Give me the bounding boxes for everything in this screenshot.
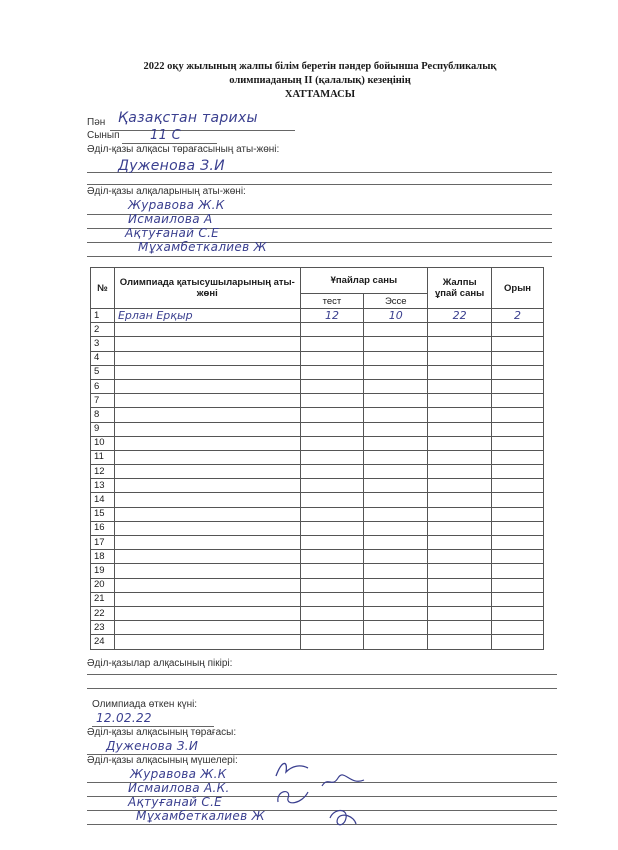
place [492, 521, 544, 535]
place [492, 493, 544, 507]
row-number: 12 [91, 465, 115, 479]
member-2: Исмаилова А [128, 212, 213, 226]
essay-score [364, 621, 428, 635]
row-number: 3 [91, 337, 115, 351]
test-score [300, 564, 364, 578]
essay-score [364, 351, 428, 365]
row-number: 10 [91, 436, 115, 450]
total-score: 22 [428, 309, 492, 323]
footer-member-2: Исмаилова А.К. [128, 781, 230, 795]
row-number: 8 [91, 408, 115, 422]
row-number: 20 [91, 578, 115, 592]
essay-score [364, 323, 428, 337]
test-score [300, 479, 364, 493]
row-number: 5 [91, 365, 115, 379]
participant-name [114, 450, 300, 464]
essay-score [364, 536, 428, 550]
place [492, 635, 544, 649]
essay-score [364, 436, 428, 450]
signature-3 [272, 786, 312, 808]
row-number: 7 [91, 394, 115, 408]
total-score [428, 493, 492, 507]
place [492, 450, 544, 464]
grade-label: Сынып [87, 130, 120, 141]
grade-value: 11 С [150, 128, 181, 143]
total-score [428, 507, 492, 521]
table-row [91, 379, 544, 393]
test-score: 12 [300, 309, 364, 323]
participant-name [114, 351, 300, 365]
participant-name [114, 337, 300, 351]
essay-score [364, 606, 428, 620]
essay-score [364, 465, 428, 479]
footer-chair-label: Әділ-қазы алқасының төрағасы: [87, 727, 237, 738]
col-header-test: тест [300, 294, 364, 309]
participant-name [114, 394, 300, 408]
essay-score [364, 521, 428, 535]
essay-score [364, 592, 428, 606]
col-header-place: Орын [492, 268, 544, 309]
participant-name [114, 493, 300, 507]
test-score [300, 465, 364, 479]
essay-score [364, 422, 428, 436]
member-4: Мұхамбеткалиев Ж [138, 240, 267, 254]
total-score [428, 422, 492, 436]
test-score [300, 450, 364, 464]
col-header-name: Олимпиада қатысушыларының аты-жөні [114, 268, 300, 309]
test-score [300, 635, 364, 649]
place [492, 379, 544, 393]
header-line-2: олимпиаданың II (қалалық) кезеңінің [229, 75, 411, 86]
essay-score: 10 [364, 309, 428, 323]
signature-1 [272, 758, 312, 780]
row-number: 14 [91, 493, 115, 507]
total-score [428, 521, 492, 535]
total-score [428, 323, 492, 337]
place [492, 536, 544, 550]
total-score [428, 394, 492, 408]
table-row [91, 422, 544, 436]
table-row [91, 436, 544, 450]
total-score [428, 408, 492, 422]
test-score [300, 408, 364, 422]
subject-label: Пән [87, 117, 106, 128]
table-row [91, 365, 544, 379]
essay-score [364, 635, 428, 649]
essay-score [364, 450, 428, 464]
row-number: 21 [91, 592, 115, 606]
row-number: 13 [91, 479, 115, 493]
participant-name [114, 408, 300, 422]
essay-score [364, 507, 428, 521]
participant-name [114, 507, 300, 521]
participant-name [114, 436, 300, 450]
participant-name [114, 635, 300, 649]
row-number: 15 [91, 507, 115, 521]
table-row [91, 351, 544, 365]
place [492, 337, 544, 351]
test-score [300, 422, 364, 436]
footer-member-3: Ақтуғанай С.Е [128, 795, 223, 809]
total-score [428, 465, 492, 479]
table-row [91, 606, 544, 620]
place [492, 592, 544, 606]
table-row [91, 337, 544, 351]
total-score [428, 536, 492, 550]
place [492, 507, 544, 521]
row-number: 11 [91, 450, 115, 464]
table-row [91, 550, 544, 564]
signature-4 [326, 806, 360, 830]
table-row [91, 493, 544, 507]
row-number: 1 [91, 309, 115, 323]
participant-name [114, 536, 300, 550]
chair-label: Әділ-қазы алқасы төрағасының аты-жөні: [87, 144, 280, 155]
essay-score [364, 408, 428, 422]
col-header-essay: Эссе [364, 294, 428, 309]
row-number: 9 [91, 422, 115, 436]
table-row [91, 635, 544, 649]
participant-name [114, 550, 300, 564]
row-number: 19 [91, 564, 115, 578]
chair-value: Дуженова З.И [118, 158, 225, 174]
opinion-label: Әділ-қазылар алқасының пікірі: [87, 658, 233, 669]
table-row [91, 479, 544, 493]
test-score [300, 323, 364, 337]
member-3: Ақтуғанай С.Е [125, 226, 220, 240]
essay-score [364, 493, 428, 507]
participant-name [114, 521, 300, 535]
participant-name [114, 592, 300, 606]
place [492, 323, 544, 337]
table-row [91, 394, 544, 408]
test-score [300, 536, 364, 550]
test-score [300, 521, 364, 535]
document-title: ХАТТАМАСЫ [284, 89, 356, 100]
row-number: 22 [91, 606, 115, 620]
essay-score [364, 578, 428, 592]
place [492, 550, 544, 564]
participant-name [114, 365, 300, 379]
participant-name [114, 578, 300, 592]
row-number: 24 [91, 635, 115, 649]
participant-name [114, 564, 300, 578]
essay-score [364, 337, 428, 351]
table-row [91, 408, 544, 422]
participant-name [114, 379, 300, 393]
place: 2 [492, 309, 544, 323]
participant-name [114, 621, 300, 635]
test-score [300, 351, 364, 365]
participant-name: Ерлан Ерқыр [114, 309, 300, 323]
total-score [428, 436, 492, 450]
place [492, 606, 544, 620]
participant-name [114, 465, 300, 479]
place [492, 422, 544, 436]
essay-score [364, 394, 428, 408]
test-score [300, 578, 364, 592]
place [492, 578, 544, 592]
row-number: 4 [91, 351, 115, 365]
place [492, 564, 544, 578]
total-score [428, 379, 492, 393]
essay-score [364, 379, 428, 393]
test-score [300, 550, 364, 564]
place [492, 394, 544, 408]
footer-member-4: Мұхамбеткалиев Ж [136, 809, 265, 823]
test-score [300, 436, 364, 450]
test-score [300, 394, 364, 408]
table-row [91, 578, 544, 592]
table-row [91, 564, 544, 578]
test-score [300, 592, 364, 606]
header-line-1: 2022 оқу жылының жалпы білім беретін пәндер бойынша Республикалық [143, 61, 497, 72]
footer-members-label: Әділ-қазы алқасының мүшелері: [87, 755, 238, 766]
test-score [300, 606, 364, 620]
essay-score [364, 479, 428, 493]
test-score [300, 493, 364, 507]
results-table [90, 267, 544, 650]
total-score [428, 635, 492, 649]
row-number: 2 [91, 323, 115, 337]
row-number: 16 [91, 521, 115, 535]
table-row [91, 507, 544, 521]
col-header-total: Жалпы ұпай саны [428, 268, 492, 309]
participant-name [114, 479, 300, 493]
place [492, 351, 544, 365]
table-row [91, 450, 544, 464]
test-score [300, 621, 364, 635]
col-header-no: № [91, 268, 115, 309]
table-row [91, 621, 544, 635]
test-score [300, 507, 364, 521]
members-label: Әділ-қазы алқаларының аты-жөні: [87, 186, 246, 197]
test-score [300, 379, 364, 393]
place [492, 621, 544, 635]
place [492, 479, 544, 493]
total-score [428, 564, 492, 578]
date-value: 12.02.22 [96, 711, 152, 725]
place [492, 465, 544, 479]
signature-2 [320, 772, 366, 792]
test-score [300, 337, 364, 351]
essay-score [364, 550, 428, 564]
table-row [91, 536, 544, 550]
essay-score [364, 564, 428, 578]
date-label: Олимпиада өткен күні: [92, 699, 198, 710]
place [492, 365, 544, 379]
place [492, 436, 544, 450]
table-row [91, 309, 544, 323]
total-score [428, 351, 492, 365]
total-score [428, 592, 492, 606]
row-number: 6 [91, 379, 115, 393]
total-score [428, 578, 492, 592]
table-row [91, 521, 544, 535]
total-score [428, 606, 492, 620]
row-number: 18 [91, 550, 115, 564]
total-score [428, 365, 492, 379]
total-score [428, 621, 492, 635]
participant-name [114, 422, 300, 436]
total-score [428, 479, 492, 493]
total-score [428, 337, 492, 351]
total-score [428, 450, 492, 464]
essay-score [364, 365, 428, 379]
member-1: Журавова Ж.К [128, 198, 225, 212]
col-header-scores: Ұпайлар саны [300, 268, 428, 294]
participant-name [114, 323, 300, 337]
row-number: 23 [91, 621, 115, 635]
participant-name [114, 606, 300, 620]
table-row [91, 465, 544, 479]
footer-member-1: Журавова Ж.К [130, 767, 227, 781]
total-score [428, 550, 492, 564]
subject-value: Қазақстан тарихы [118, 110, 258, 126]
test-score [300, 365, 364, 379]
place [492, 408, 544, 422]
table-row [91, 323, 544, 337]
table-row [91, 592, 544, 606]
row-number: 17 [91, 536, 115, 550]
footer-chair-value: Дуженова З.И [106, 739, 199, 753]
